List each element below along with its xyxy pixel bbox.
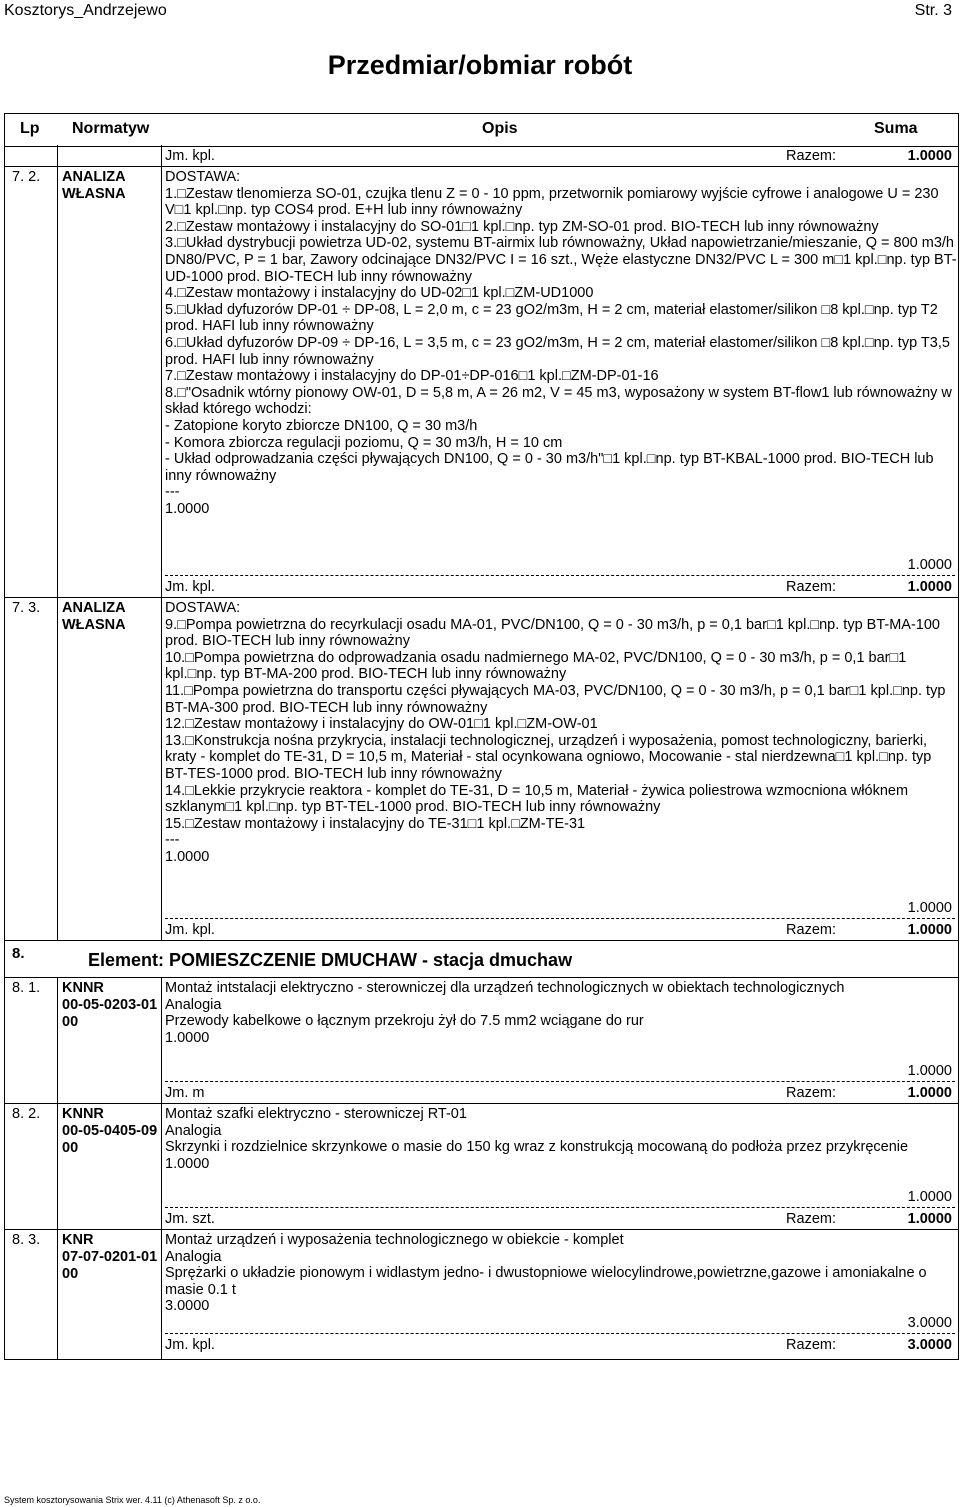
item-description: DOSTAWA: 9.□Pompa powietrzna do recyrkulacji osadu MA-01, PVC/DN100, Q = 0 - 30 m3/h, p = 0,1 bar□1 kpl.□np. typ BT-MA-100 prod. BIO-TECH lub inny równoważny 10.□Pompa powietrzna do odprowadzania osadu nadmiernego MA-02, PVC/DN100, Q = 0 - 30 m3/h, p = 0,1 bar□1 kpl.□np. typ BT-MA-200 prod. BIO-TECH lub inny równoważny 11.□Pompa powietrzna do transportu części pływających MA-03, PVC/DN100, Q = 0 - 30 m3/h, p = 0,1 bar□1 kpl.□np. typ BT-MA-300 prod. BIO-TECH lub inny równoważny 12.□Zestaw montażowy i instalacyjny do OW-01□1 kpl.□ZM-OW-01 13.□Konstrukcja nośna przykrycia, instalacji technologicznej, urządzeń i wyposażenia, pomost technologiczny, barierki, kraty - komplet do TE-31, D = 10,5 m, Materiał - stal ocynkowana ogniowo, Mocowanie - stal nierdzewna□1 kpl.□np. typ BT-TES-1000 prod. BIO-TECH lub inny równoważny 14.□Lekkie przykrycie reaktora - komplet do TE-31, D = 10,5 m, Materiał - żywica poliestrowa wzmocniona włóknem szklanym□1 kpl.□np. typ BT-TEL-1000 prod. BIO-TECH lub inny równoważny 15.□Zestaw montażowy i instalacyjny do TE-31□1 kpl.□ZM-TE-31 --- 1.0000 — [165, 600, 946, 865]
element-title: Element: POMIESZCZENIE DMUCHAW - stacja dmuchaw — [88, 950, 573, 970]
col-lp: Lp — [20, 120, 40, 137]
item-normatyw: KNNR — [62, 980, 104, 996]
item-razem: Razem: — [786, 922, 836, 938]
grid-norm — [161, 145, 162, 940]
item-sum: 1.0000 — [907, 900, 952, 916]
page-title: Przedmiar/obmiar robót — [327, 50, 633, 80]
item-normatyw: ANALIZA — [62, 600, 126, 616]
item-razem: Razem: — [786, 1337, 836, 1353]
item-lp: 8. 1. — [12, 980, 41, 996]
item-normatyw: KNR — [62, 1232, 94, 1248]
item-unit: Jm. szt. — [165, 1211, 215, 1227]
row-divider — [4, 977, 958, 978]
item-normatyw: 00 — [62, 1140, 79, 1156]
grid-left — [4, 113, 5, 1360]
item-lp: 7. 2. — [12, 169, 41, 185]
row-divider — [4, 1103, 958, 1104]
top-razem: Razem: — [786, 148, 836, 164]
item-unit: Jm. m — [165, 1085, 205, 1101]
dashed-separator — [165, 918, 955, 919]
doc-header-right: Str. 3 — [914, 2, 952, 19]
dashed-separator — [165, 1081, 955, 1082]
item-sum: 1.0000 — [907, 1063, 952, 1079]
top-value: 1.0000 — [907, 148, 952, 164]
item-normatyw: KNNR — [62, 1106, 104, 1122]
item-normatyw: WŁASNA — [62, 186, 126, 202]
grid-lp — [57, 145, 58, 940]
item-normatyw: 07-07-0201-01 — [62, 1249, 158, 1265]
top-unit: Jm. kpl. — [165, 148, 215, 164]
grid-lp-8 — [57, 978, 58, 1360]
grid-right — [958, 113, 959, 1360]
item-description: Montaż intstalacji elektryczno - sterowniczej dla urządzeń technologicznych w obiektach technologicznych Analogia Przewody kabelkowe o łącznym przekroju żył do 7.5 mm2 wciągane do rur 1.0000 — [165, 980, 845, 1046]
item-razem: Razem: — [786, 579, 836, 595]
item-description: DOSTAWA: 1.□Zestaw tlenomierza SO-01, czujka tlenu Z = 0 - 10 ppm, przetwornik pomiarowy wyjście cyfrowe i analogowe U = 230 V□1 kpl.□np. typ COS4 prod. E+H lub inny równoważny 2.□Zestaw montażowy i instalacyjny do SO-01□1 kpl.□np. typ ZM-SO-01 prod. BIO-TECH lub inny równoważny 3.□Układ dystrybucji powietrza UD-02, systemu BT-airmix lub równoważny, Układ napowietrzanie/mieszanie, Q = 800 m3/h DN80/PVC, P = 1 bar, Zawory odcinające DN32/PVC I = 16 szt., Węże elastyczne DN32/PVC L = 300 m□1 kpl.□np. typ BT-UD-1000 prod. BIO-TECH lub inny równoważny 4.□Zestaw montażowy i instalacyjny do UD-02□1 kpl.□ZM-UD1000 5.□Układ dyfuzorów DP-01 ÷ DP-08, L = 2,0 m, c = 23 gO2/m3m, H = 2 cm, materiał elastomer/silikon □8 kpl.□np. typ T2 prod. HAFI lub inny równoważny 6.□Układ dyfuzorów DP-09 ÷ DP-16, L = 3,5 m, c = 23 gO2/m3m, H = 2 cm, materiał elastomer/silikon □8 kpl.□np. typ T3,5 prod. HAFI lub inny równoważny 7.□Zestaw montażowy i instalacyjny do DP-01÷DP-016□1 kpl.□ZM-DP-01-16 8.□"Osadnik wtórny pionowy OW-01, D = 5,8 m, A = 26 m2, V = 45 m3, wyposażony w system BT-flow1 lub równoważny w skład którego wchodzi: - Zatopione koryto zbiorcze DN100, Q = 30 m3/h - Komora zbiorcza regulacji poziomu, Q = 30 m3/h, H = 10 cm - Układ odprowadzania części pływających DN100, Q = 0 - 30 m3/h"□1 kpl.□np. typ BT-KBAL-1000 prod. BIO-TECH lub inny równoważny --- 1.0000 — [165, 169, 957, 517]
item-sum: 1.0000 — [907, 1189, 952, 1205]
item-normatyw: WŁASNA — [62, 617, 126, 633]
item-sum: 1.0000 — [907, 557, 952, 573]
item-normatyw: 00 — [62, 1014, 79, 1030]
footer-text: System kosztorysowania Strix wer. 4.11 (c) Athenasoft Sp. z o.o. — [4, 1495, 261, 1505]
dashed-separator — [165, 1207, 955, 1208]
row-divider — [4, 597, 958, 598]
item-lp: 7. 3. — [12, 600, 41, 616]
item-unit: Jm. kpl. — [165, 579, 215, 595]
column-header-row — [4, 113, 958, 147]
doc-header-left: Kosztorys_Andrzejewo — [4, 2, 167, 19]
item-total: 1.0000 — [907, 579, 952, 595]
item-normatyw: 00-05-0405-09 — [62, 1123, 158, 1139]
col-normatyw: Normatyw — [72, 120, 150, 137]
item-lp: 8. 3. — [12, 1232, 41, 1248]
dashed-separator — [165, 1333, 955, 1334]
table-bottom — [4, 1359, 958, 1360]
row-divider — [4, 1229, 958, 1230]
item-unit: Jm. kpl. — [165, 922, 215, 938]
row-divider — [4, 166, 958, 167]
item-razem: Razem: — [786, 1085, 836, 1101]
item-normatyw: ANALIZA — [62, 169, 126, 185]
col-suma: Suma — [874, 120, 918, 137]
item-total: 1.0000 — [907, 922, 952, 938]
item-total: 3.0000 — [907, 1337, 952, 1353]
element-lp: 8. — [12, 945, 25, 962]
row-divider — [4, 940, 958, 941]
dashed-separator — [165, 575, 955, 576]
item-lp: 8. 2. — [12, 1106, 41, 1122]
item-total: 1.0000 — [907, 1085, 952, 1101]
item-razem: Razem: — [786, 1211, 836, 1227]
item-normatyw: 00 — [62, 1266, 79, 1282]
item-total: 1.0000 — [907, 1211, 952, 1227]
item-unit: Jm. kpl. — [165, 1337, 215, 1353]
item-description: Montaż szafki elektryczno - sterowniczej RT-01 Analogia Skrzynki i rozdzielnice skrzynkowe o masie do 150 kg wraz z konstrukcją mocowaną do podłoża przez przykręcenie 1.0000 — [165, 1106, 909, 1172]
item-sum: 3.0000 — [907, 1315, 952, 1331]
col-opis: Opis — [482, 120, 518, 137]
item-normatyw: 00-05-0203-01 — [62, 997, 158, 1013]
item-description: Montaż urządzeń i wyposażenia technologicznego w obiekcie - komplet Analogia Sprężarki o układzie pionowym i widlastym jedno- i dwustopniowe wielocylindrowe,powietrzne,gazowe i amoniakalne o masie 0.1 t 3.0000 — [165, 1232, 927, 1315]
grid-norm-8 — [161, 978, 162, 1360]
